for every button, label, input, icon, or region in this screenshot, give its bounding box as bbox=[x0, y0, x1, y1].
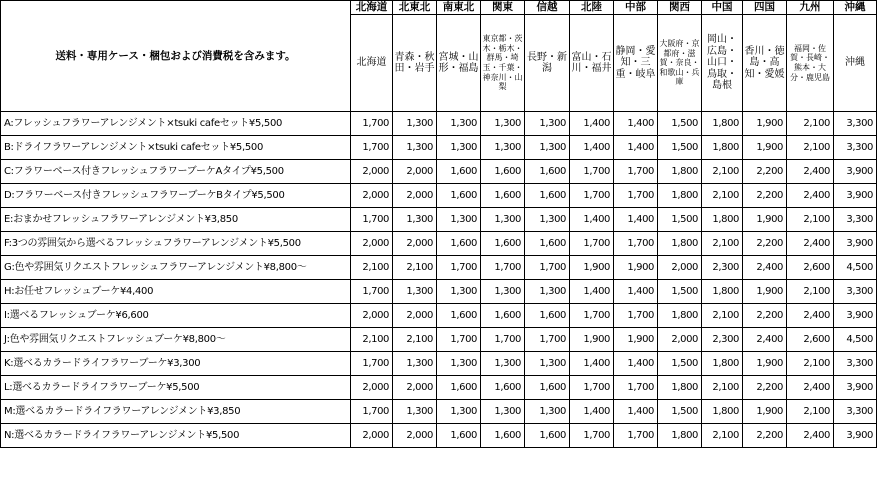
price-cell: 1,600 bbox=[437, 424, 481, 448]
region-name-row bbox=[1, 1, 877, 15]
price-cell: 1,300 bbox=[481, 352, 525, 376]
price-cell: 1,600 bbox=[481, 160, 525, 184]
price-cell: 1,300 bbox=[437, 112, 481, 136]
price-cell: 1,700 bbox=[525, 328, 570, 352]
price-cell: 2,400 bbox=[743, 328, 787, 352]
product-name-cell: C:フラワーベース付きフレッシュフラワーブーケAタイプ¥5,500 bbox=[1, 160, 351, 184]
region-prefectures-text: 香川・徳島・高知・愛媛 bbox=[744, 45, 785, 80]
price-cell: 1,700 bbox=[351, 400, 393, 424]
price-cell: 1,600 bbox=[437, 304, 481, 328]
price-cell: 1,500 bbox=[658, 352, 702, 376]
price-cell: 1,300 bbox=[481, 136, 525, 160]
price-cell: 2,400 bbox=[787, 376, 834, 400]
price-cell: 1,900 bbox=[743, 136, 787, 160]
table-row bbox=[1, 256, 877, 280]
price-cell: 1,500 bbox=[658, 208, 702, 232]
price-cell: 1,800 bbox=[702, 112, 743, 136]
region-prefectures-text: 東京都・茨木・栃木・群馬・埼玉・千葉・神奈川・山梨 bbox=[482, 34, 523, 92]
price-cell: 2,000 bbox=[393, 304, 437, 328]
price-cell: 1,600 bbox=[525, 232, 570, 256]
price-cell: 1,700 bbox=[525, 256, 570, 280]
price-cell: 1,300 bbox=[525, 136, 570, 160]
table-body bbox=[1, 1, 877, 448]
table-row bbox=[1, 208, 877, 232]
price-cell: 1,400 bbox=[614, 352, 658, 376]
price-cell: 1,600 bbox=[525, 160, 570, 184]
price-cell: 1,500 bbox=[658, 136, 702, 160]
price-cell: 1,700 bbox=[570, 304, 614, 328]
price-cell: 1,400 bbox=[570, 208, 614, 232]
price-cell: 1,900 bbox=[743, 352, 787, 376]
price-cell: 2,100 bbox=[393, 328, 437, 352]
price-cell: 1,300 bbox=[393, 280, 437, 304]
price-cell: 2,100 bbox=[787, 352, 834, 376]
price-cell: 3,300 bbox=[834, 352, 877, 376]
table-row bbox=[1, 328, 877, 352]
price-cell: 2,000 bbox=[393, 232, 437, 256]
price-cell: 1,300 bbox=[525, 280, 570, 304]
price-cell: 4,500 bbox=[834, 328, 877, 352]
price-cell: 1,500 bbox=[658, 280, 702, 304]
price-cell: 1,700 bbox=[614, 232, 658, 256]
price-cell: 1,900 bbox=[743, 208, 787, 232]
price-cell: 1,300 bbox=[437, 400, 481, 424]
price-cell: 1,300 bbox=[437, 136, 481, 160]
price-cell: 2,100 bbox=[787, 400, 834, 424]
product-name-cell: M:選べるカラードライフラワーアレンジメント¥3,850 bbox=[1, 400, 351, 424]
table-row bbox=[1, 280, 877, 304]
price-cell: 1,300 bbox=[393, 352, 437, 376]
product-name-cell: N:選べるカラードライフラワーアレンジメント¥5,500 bbox=[1, 424, 351, 448]
table-row bbox=[1, 424, 877, 448]
price-cell: 1,700 bbox=[570, 376, 614, 400]
price-cell: 1,600 bbox=[525, 304, 570, 328]
region-header: 関西 bbox=[658, 1, 702, 15]
price-cell: 2,000 bbox=[351, 184, 393, 208]
price-cell: 1,600 bbox=[525, 376, 570, 400]
price-cell: 1,700 bbox=[614, 304, 658, 328]
price-cell: 3,300 bbox=[834, 136, 877, 160]
price-cell: 1,800 bbox=[702, 400, 743, 424]
price-cell: 3,900 bbox=[834, 232, 877, 256]
price-cell: 1,600 bbox=[525, 184, 570, 208]
price-cell: 1,800 bbox=[702, 208, 743, 232]
product-name-cell: I:選べるフレッシュブーケ¥6,600 bbox=[1, 304, 351, 328]
price-cell: 2,600 bbox=[787, 256, 834, 280]
price-cell: 1,700 bbox=[351, 280, 393, 304]
price-cell: 1,400 bbox=[614, 208, 658, 232]
region-prefectures bbox=[834, 15, 877, 112]
price-cell: 2,100 bbox=[393, 256, 437, 280]
price-cell: 2,000 bbox=[658, 256, 702, 280]
product-name-cell: J:色や雰囲気リクエストフレッシュブーケ¥8,800～ bbox=[1, 328, 351, 352]
price-cell: 1,600 bbox=[437, 232, 481, 256]
price-cell: 3,900 bbox=[834, 376, 877, 400]
price-cell: 3,900 bbox=[834, 304, 877, 328]
price-cell: 3,300 bbox=[834, 280, 877, 304]
price-cell: 2,100 bbox=[702, 184, 743, 208]
region-prefectures-text: 青森・秋田・岩手 bbox=[394, 51, 435, 74]
price-cell: 2,100 bbox=[787, 112, 834, 136]
price-cell: 2,100 bbox=[351, 256, 393, 280]
price-cell: 2,100 bbox=[787, 136, 834, 160]
region-header: 関東 bbox=[481, 1, 525, 15]
region-header: 四国 bbox=[743, 1, 787, 15]
price-cell: 1,600 bbox=[481, 184, 525, 208]
price-cell: 1,900 bbox=[570, 256, 614, 280]
region-header: 九州 bbox=[787, 1, 834, 15]
table-row bbox=[1, 232, 877, 256]
region-prefectures-text: 富山・石川・福井 bbox=[571, 51, 612, 74]
price-cell: 2,100 bbox=[702, 160, 743, 184]
price-cell: 1,400 bbox=[570, 136, 614, 160]
region-prefectures-text: 静岡・愛知・三重・岐阜 bbox=[615, 45, 656, 80]
product-name-cell: F:3つの雰囲気から選べるフレッシュフラワーアレンジメント¥5,500 bbox=[1, 232, 351, 256]
price-cell: 1,400 bbox=[570, 400, 614, 424]
region-prefectures-text: 宮城・山形・福島 bbox=[438, 51, 479, 74]
price-cell: 1,700 bbox=[614, 184, 658, 208]
region-header: 沖縄 bbox=[834, 1, 877, 15]
price-cell: 1,800 bbox=[658, 184, 702, 208]
product-name-cell: A:フレッシュフラワーアレンジメント×tsuki cafeセット¥5,500 bbox=[1, 112, 351, 136]
price-cell: 2,200 bbox=[743, 160, 787, 184]
region-prefectures-text: 岡山・広島・山口・鳥取・島根 bbox=[707, 34, 737, 92]
price-cell: 2,000 bbox=[393, 160, 437, 184]
region-header: 中部 bbox=[614, 1, 658, 15]
price-cell: 1,600 bbox=[481, 424, 525, 448]
price-cell: 1,300 bbox=[437, 208, 481, 232]
price-cell: 1,700 bbox=[570, 184, 614, 208]
region-prefectures bbox=[570, 15, 614, 112]
price-cell: 2,400 bbox=[787, 232, 834, 256]
product-name-cell: B:ドライフラワーアレンジメント×tsuki cafeセット¥5,500 bbox=[1, 136, 351, 160]
region-prefectures-text: 長野・新潟 bbox=[527, 51, 567, 74]
price-cell: 3,900 bbox=[834, 160, 877, 184]
price-cell: 1,300 bbox=[393, 112, 437, 136]
price-cell: 2,000 bbox=[351, 232, 393, 256]
price-cell: 1,700 bbox=[481, 256, 525, 280]
price-cell: 1,700 bbox=[351, 208, 393, 232]
table-row bbox=[1, 136, 877, 160]
price-cell: 1,600 bbox=[481, 232, 525, 256]
region-prefectures bbox=[743, 15, 787, 112]
region-header: 北東北 bbox=[393, 1, 437, 15]
price-cell: 1,800 bbox=[658, 304, 702, 328]
region-prefectures-text: 大阪府・京都府・滋賀・奈良・和歌山・兵庫 bbox=[659, 39, 700, 87]
price-cell: 2,000 bbox=[351, 160, 393, 184]
price-cell: 2,100 bbox=[702, 424, 743, 448]
price-cell: 1,700 bbox=[351, 352, 393, 376]
price-cell: 1,800 bbox=[658, 376, 702, 400]
price-cell: 1,700 bbox=[351, 136, 393, 160]
price-cell: 1,400 bbox=[570, 352, 614, 376]
price-cell: 1,900 bbox=[743, 112, 787, 136]
price-cell: 1,300 bbox=[481, 280, 525, 304]
price-cell: 1,600 bbox=[437, 160, 481, 184]
region-prefectures bbox=[787, 15, 834, 112]
price-cell: 1,600 bbox=[525, 424, 570, 448]
table-row bbox=[1, 304, 877, 328]
price-cell: 2,200 bbox=[743, 304, 787, 328]
price-cell: 1,800 bbox=[658, 424, 702, 448]
price-cell: 1,300 bbox=[437, 352, 481, 376]
price-cell: 2,000 bbox=[351, 376, 393, 400]
price-cell: 1,400 bbox=[614, 136, 658, 160]
price-cell: 3,900 bbox=[834, 184, 877, 208]
region-header: 信越 bbox=[525, 1, 570, 15]
region-header: 南東北 bbox=[437, 1, 481, 15]
price-cell: 2,300 bbox=[702, 328, 743, 352]
price-cell: 1,700 bbox=[481, 328, 525, 352]
price-cell: 1,600 bbox=[481, 376, 525, 400]
price-cell: 1,700 bbox=[570, 232, 614, 256]
price-cell: 2,000 bbox=[658, 328, 702, 352]
price-cell: 3,900 bbox=[834, 424, 877, 448]
price-cell: 2,000 bbox=[393, 184, 437, 208]
price-cell: 1,400 bbox=[570, 280, 614, 304]
price-cell: 1,700 bbox=[614, 376, 658, 400]
price-cell: 3,300 bbox=[834, 400, 877, 424]
table-row bbox=[1, 112, 877, 136]
price-cell: 2,000 bbox=[393, 424, 437, 448]
price-cell: 2,100 bbox=[351, 328, 393, 352]
price-cell: 1,300 bbox=[525, 112, 570, 136]
price-cell: 1,300 bbox=[393, 208, 437, 232]
price-cell: 1,700 bbox=[570, 424, 614, 448]
price-cell: 1,300 bbox=[525, 400, 570, 424]
price-cell: 1,800 bbox=[658, 160, 702, 184]
price-cell: 2,200 bbox=[743, 424, 787, 448]
price-cell: 2,100 bbox=[787, 208, 834, 232]
table-row bbox=[1, 184, 877, 208]
region-prefectures-text: 福岡・佐賀・長崎・熊本・大分・鹿児島 bbox=[790, 43, 830, 82]
region-prefectures-text: 北海道 bbox=[356, 57, 387, 69]
price-cell: 1,500 bbox=[658, 112, 702, 136]
table-row bbox=[1, 376, 877, 400]
price-cell: 1,500 bbox=[658, 400, 702, 424]
region-header: 北海道 bbox=[351, 1, 393, 15]
price-cell: 1,700 bbox=[437, 256, 481, 280]
region-header: 北陸 bbox=[570, 1, 614, 15]
price-cell: 2,000 bbox=[393, 376, 437, 400]
price-cell: 1,400 bbox=[614, 112, 658, 136]
price-cell: 1,700 bbox=[614, 424, 658, 448]
table-row bbox=[1, 160, 877, 184]
table-row bbox=[1, 352, 877, 376]
region-prefectures-text: 沖縄 bbox=[845, 57, 865, 69]
region-prefectures bbox=[525, 15, 570, 112]
region-prefectures bbox=[702, 15, 743, 112]
product-name-cell: H:お任せフレッシュブーケ¥4,400 bbox=[1, 280, 351, 304]
price-cell: 1,800 bbox=[702, 136, 743, 160]
price-cell: 1,700 bbox=[351, 112, 393, 136]
price-cell: 4,500 bbox=[834, 256, 877, 280]
price-cell: 2,400 bbox=[787, 184, 834, 208]
region-prefectures bbox=[614, 15, 658, 112]
price-cell: 2,000 bbox=[351, 424, 393, 448]
table-row bbox=[1, 400, 877, 424]
price-cell: 3,300 bbox=[834, 208, 877, 232]
price-cell: 1,400 bbox=[614, 280, 658, 304]
price-cell: 1,600 bbox=[437, 184, 481, 208]
price-cell: 1,300 bbox=[525, 352, 570, 376]
price-cell: 2,100 bbox=[702, 304, 743, 328]
price-cell: 1,300 bbox=[525, 208, 570, 232]
price-cell: 2,100 bbox=[787, 280, 834, 304]
product-name-cell: D:フラワーベース付きフレッシュフラワーブーケBタイプ¥5,500 bbox=[1, 184, 351, 208]
price-cell: 1,300 bbox=[481, 208, 525, 232]
price-cell: 1,300 bbox=[437, 280, 481, 304]
product-name-cell: L:選べるカラードライフラワーブーケ¥5,500 bbox=[1, 376, 351, 400]
price-cell: 2,000 bbox=[351, 304, 393, 328]
price-cell: 1,900 bbox=[743, 400, 787, 424]
price-cell: 1,800 bbox=[702, 352, 743, 376]
price-cell: 2,300 bbox=[702, 256, 743, 280]
price-cell: 1,900 bbox=[743, 280, 787, 304]
tax-included-note: 送料・専用ケース・梱包および消費税を含みます。 bbox=[1, 1, 351, 112]
price-cell: 2,100 bbox=[702, 232, 743, 256]
region-prefectures bbox=[481, 15, 525, 112]
price-cell: 1,900 bbox=[614, 256, 658, 280]
price-cell: 1,400 bbox=[570, 112, 614, 136]
price-cell: 2,400 bbox=[787, 424, 834, 448]
price-cell: 2,400 bbox=[787, 160, 834, 184]
region-prefectures bbox=[351, 15, 393, 112]
price-cell: 3,300 bbox=[834, 112, 877, 136]
product-name-cell: E:おまかせフレッシュフラワーアレンジメント¥3,850 bbox=[1, 208, 351, 232]
price-cell: 1,900 bbox=[570, 328, 614, 352]
price-cell: 1,400 bbox=[614, 400, 658, 424]
price-cell: 1,600 bbox=[481, 304, 525, 328]
price-cell: 1,800 bbox=[702, 280, 743, 304]
region-prefectures bbox=[393, 15, 437, 112]
product-name-cell: K:選べるカラードライフラワーブーケ¥3,300 bbox=[1, 352, 351, 376]
price-cell: 1,800 bbox=[658, 232, 702, 256]
price-cell: 1,300 bbox=[481, 400, 525, 424]
price-cell: 2,200 bbox=[743, 184, 787, 208]
region-header: 中国 bbox=[702, 1, 743, 15]
price-cell: 1,300 bbox=[393, 136, 437, 160]
price-cell: 1,600 bbox=[437, 376, 481, 400]
price-cell: 2,100 bbox=[702, 376, 743, 400]
price-cell: 2,200 bbox=[743, 232, 787, 256]
price-cell: 1,700 bbox=[614, 160, 658, 184]
price-cell: 2,400 bbox=[787, 304, 834, 328]
price-cell: 1,300 bbox=[481, 112, 525, 136]
region-prefectures bbox=[437, 15, 481, 112]
product-name-cell: G:色や雰囲気リクエストフレッシュフラワーアレンジメント¥8,800～ bbox=[1, 256, 351, 280]
region-prefectures bbox=[658, 15, 702, 112]
price-cell: 2,400 bbox=[743, 256, 787, 280]
price-cell: 2,200 bbox=[743, 376, 787, 400]
price-cell: 1,700 bbox=[437, 328, 481, 352]
price-cell: 1,700 bbox=[570, 160, 614, 184]
price-cell: 1,900 bbox=[614, 328, 658, 352]
price-cell: 2,600 bbox=[787, 328, 834, 352]
price-cell: 1,300 bbox=[393, 400, 437, 424]
